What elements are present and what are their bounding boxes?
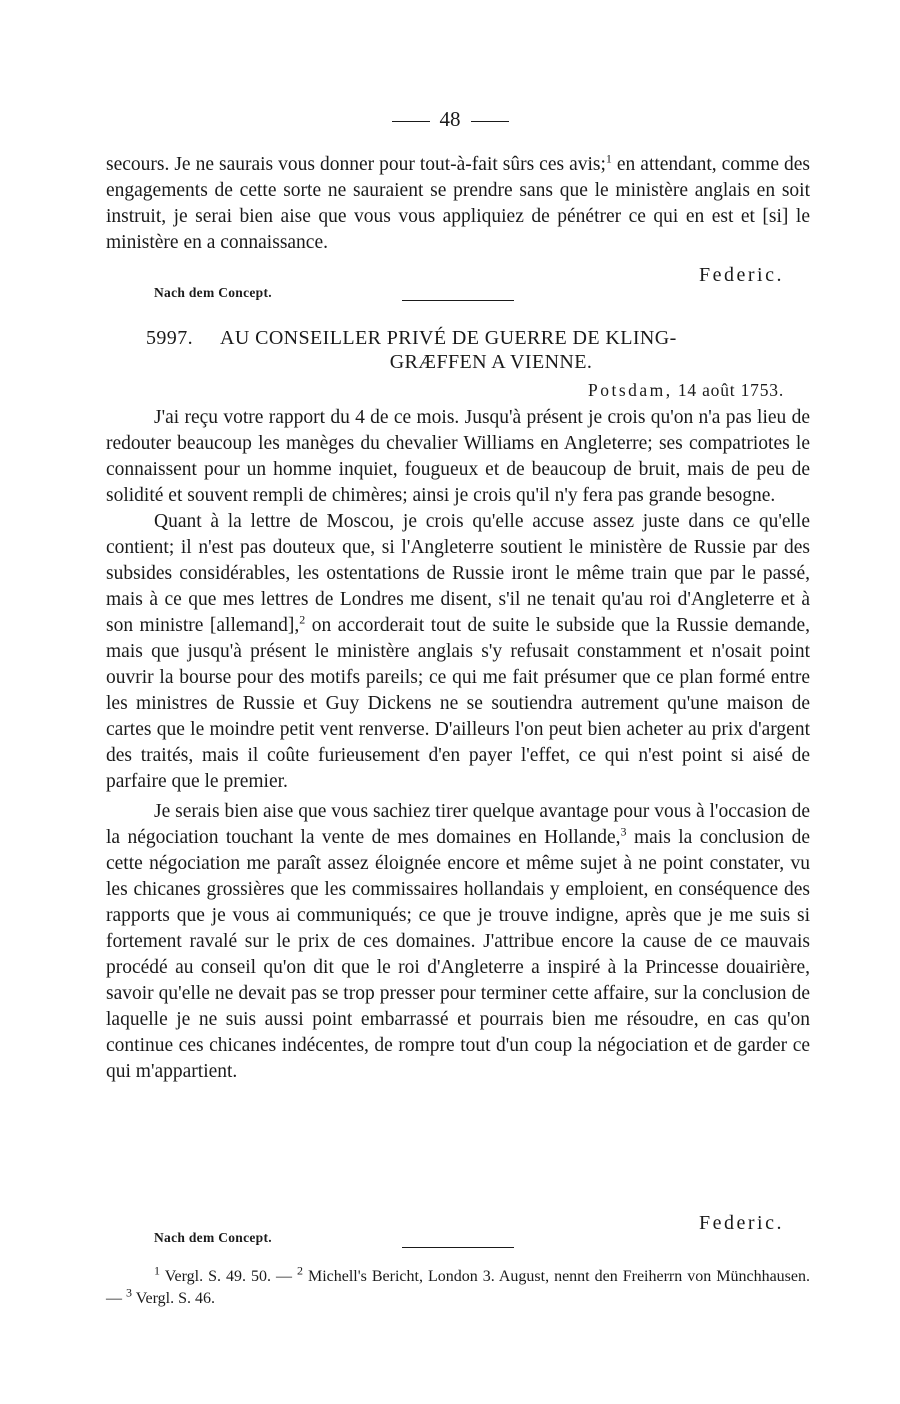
previous-letter-paragraph	[106, 152, 810, 256]
footnote-1-marker: 1	[154, 1263, 160, 1278]
paragraph-3-text-b: mais la conclusion de cette négociation me paraît assez éloignée encore et même sujet à ne point constater, vu les chicanes grossières que les commissaires hollandais y emploient, en conséquence des rapports que je vous ai communiqués; ce que je trouve indigne, après que je me suis si fortement ravalé sur le prix de ces domaines. J'attribue encore la cause de ce mauvais procédé au conseil qu'on dit que le roi d'Angleterre a inspiré à la Princesse douairière, savoir qu'elle ne devait pas se trop presser pour terminer cette affaire, sur la conclusion de laquelle je ne suis aussi point embarrassé et pourrais bien me résoudre, en cas qu'on continue ces chicanes indécentes, de rompre tout d'un coup la négociation et de garder ce qui m'appartient.	[106, 827, 811, 1082]
previous-letter-continuation	[106, 152, 810, 256]
letter-paragraph-1	[106, 405, 810, 509]
footnotes	[106, 1263, 810, 1310]
footnote-1-text: Vergl. S. 49. 50. —	[160, 1268, 297, 1285]
previous-letter-text-b: en attendant, comme des engagements de cette sorte ne sauraient se prendre sans que le ministère anglais en soit instruit, je serai bien aise que vous vous appliquiez de pénétrer ce qui en est et [si] le ministère en a connaissance.	[106, 154, 811, 253]
letter-heading	[146, 326, 806, 374]
letter-place-date	[588, 380, 784, 401]
section-divider-1	[402, 300, 514, 301]
footnote-marker-1: 1	[605, 151, 612, 166]
footnote-2-marker: 2	[296, 1263, 303, 1278]
paragraph-3-text-a: Je serais bien aise que vous sachiez tirer quelque avantage pour vous à l'occasion de la négociation touchant la vente de mes domaines en Hollande,	[106, 801, 810, 848]
footnote-2-text: Michell's Bericht, London 3. August, nennt den Freiherrn von Münchhausen. —	[106, 1268, 810, 1307]
footnote-marker-2: 2	[299, 612, 306, 627]
page-number-value: 48	[439, 107, 461, 131]
page-number-dash-left	[392, 121, 430, 122]
page-number-dash-right	[471, 121, 509, 122]
letter-source: Nach dem Concept.	[154, 1230, 272, 1245]
letter-heading-line2: GRÆFFEN A VIENNE.	[389, 351, 593, 373]
section-divider-2	[402, 1247, 514, 1248]
paragraph-1-text: J'ai reçu votre rapport du 4 de ce mois. Jusqu'à présent je crois qu'on n'a pas lieu de redouter beaucoup les manèges du chevalier Williams en Angleterre; ses compatriotes le connaissent pour un homme inquiet, fougueux et de beaucoup de bruit, mais de peu de solidité et souvent rempli de chimères; ainsi je crois qu'il n'y fera pas grande besogne.	[106, 407, 810, 506]
letter-heading-line1: AU CONSEILLER PRIVÉ DE GUERRE DE KLING-	[220, 327, 677, 349]
page-number	[0, 106, 900, 132]
letter-paragraph-2	[106, 509, 810, 795]
letter-paragraph-3	[106, 799, 810, 1085]
letter-place: Potsdam,	[587, 380, 673, 400]
letter-body	[106, 405, 810, 1085]
paragraph-2-text-a: Quant à la lettre de Moscou, je crois qu'elle accuse assez juste dans ce qu'elle contient; il n'est pas douteux que, si l'Angleterre soutient le ministère de Russie par des subsides considérables, les ostentations de Russie iront le même train que par le passé, mais à ce que mes lettres de Londres me disent, s'il ne tenait qu'au roi d'Angleterre et à son ministre [allemand],	[106, 511, 810, 636]
footnote-3-marker: 3	[126, 1285, 132, 1300]
footnote-3-text: Vergl. S. 46.	[132, 1290, 215, 1307]
paragraph-2-text-b: on accorderait tout de suite le subside que la Russie demande, mais que jusqu'à présent le ministère anglais s'y refusait constamment et n'osait point ouvrir la bourse pour des motifs pareils; ce qui me fait présumer que ce plan formé entre les ministres de Russie et Guy Dickens ne se soutiendra autrement qu'une maison de cartes que le moindre petit vent renverse. D'ailleurs l'on peut bien acheter au prix d'argent des traités, mais il coûte furieusement d'en payer l'effet, ce qui n'est point si aisé de parfaire que le premier.	[106, 615, 811, 792]
previous-letter-signature: Federic.	[699, 264, 784, 286]
letter-number: 5997.	[146, 327, 193, 349]
previous-letter-source: Nach dem Concept.	[154, 285, 272, 300]
footnote-marker-3: 3	[620, 824, 627, 839]
letter-signature: Federic.	[699, 1212, 784, 1234]
letter-date: 14 août 1753.	[677, 380, 784, 400]
previous-letter-text-a: secours. Je ne saurais vous donner pour tout-à-fait sûrs ces avis;	[106, 154, 606, 175]
